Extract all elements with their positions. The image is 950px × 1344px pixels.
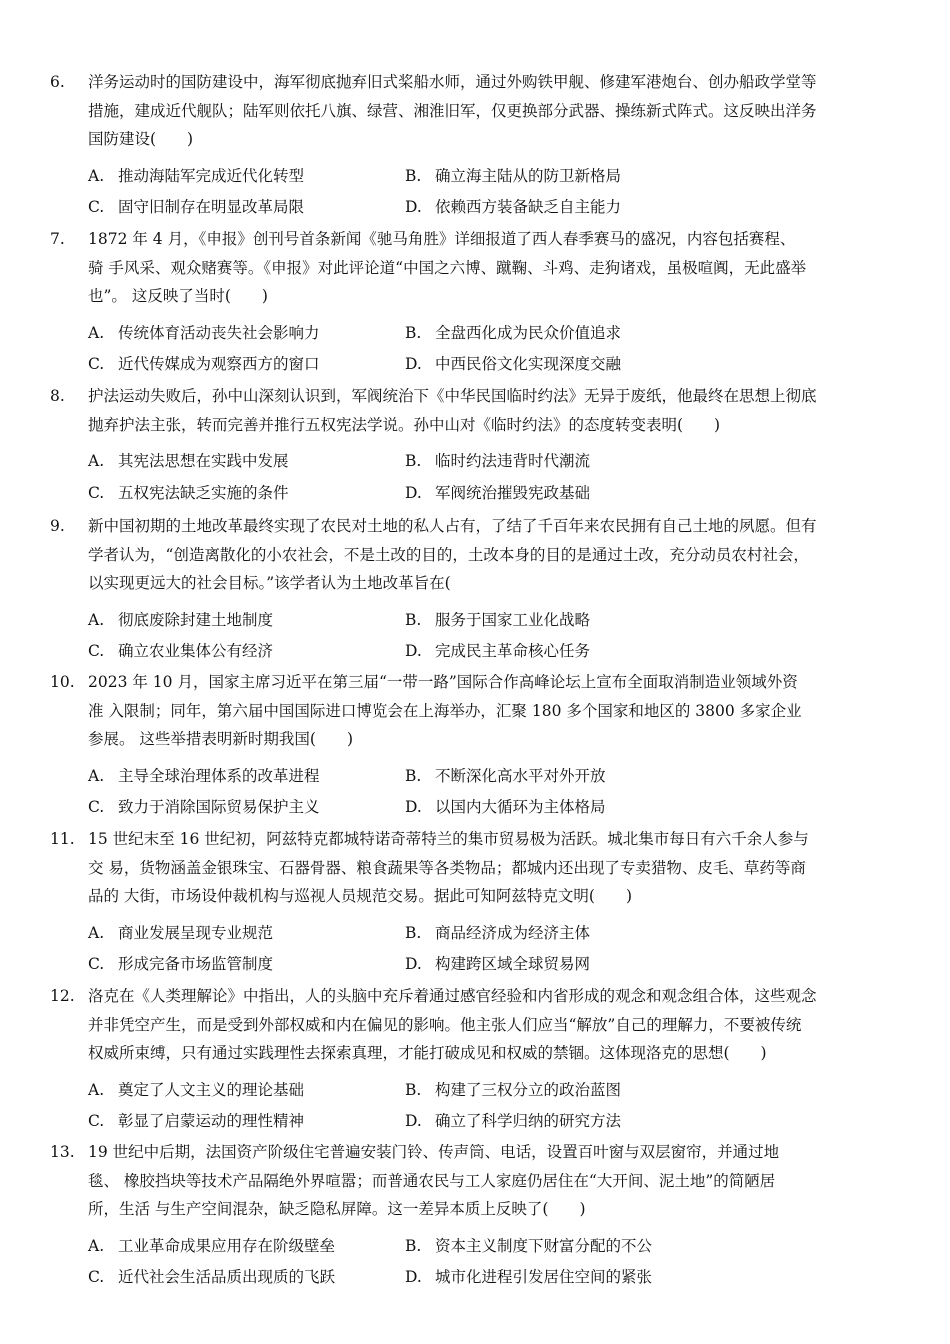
- option-a[interactable]: A. 彻底废除封建土地制度: [88, 610, 274, 629]
- options: [50, 161, 900, 224]
- question-stem: [50, 382, 900, 439]
- option-b[interactable]: B. 临时约法违背时代潮流: [405, 452, 591, 470]
- question-number: 8.: [50, 387, 65, 405]
- option-c[interactable]: C. 致力于消除国际贸易保护主义: [88, 798, 320, 816]
- question-stem: [50, 512, 900, 598]
- stem-line: 毯、 橡胶挡块等技术产品隔绝外界喧嚣；而普通农民与工人家庭仍居住在“大开间、泥土地”的简陋居: [88, 1171, 776, 1190]
- option-d[interactable]: D. 城市化进程引发居住空间的紧张: [405, 1268, 653, 1286]
- stem-line: 学者认为，“创造离散化的小农社会，不是土改的目的，土改本身的目的是通过土改，充分动员农村社会，: [88, 545, 809, 564]
- question-10: [50, 668, 900, 824]
- options: [50, 446, 900, 509]
- option-a[interactable]: A. 推动海陆军完成近代化转型: [88, 166, 305, 185]
- stem-line: 以实现更远大的社会目标。”该学者认为土地改革旨在(: [88, 574, 451, 592]
- question-stem: [50, 225, 900, 311]
- option-d[interactable]: D. 军阀统治摧毁宪政基础: [405, 483, 591, 502]
- question-9: [50, 512, 900, 668]
- stem-line: 19 世纪中后期，法国资产阶级住宅普遍安装门铃、传声筒、电话，设置百叶窗与双层窗帘，并通过地: [88, 1143, 780, 1161]
- option-d[interactable]: D. 依赖西方装备缺乏自主能力: [405, 198, 622, 216]
- question-8: [50, 382, 900, 509]
- option-a[interactable]: A. 主导全球治理体系的改革进程: [88, 766, 320, 785]
- stem-line: 15 世纪末至 16 世纪初，阿兹特克都城特诺奇蒂特兰的集市贸易极为活跃。城北集市每日有六千余人参与: [88, 830, 809, 848]
- option-d[interactable]: D. 完成民主革命核心任务: [405, 642, 591, 660]
- question-stem: [50, 982, 900, 1068]
- option-b[interactable]: B. 全盘西化成为民众价值追求: [405, 323, 622, 342]
- options: [50, 761, 900, 824]
- question-11: [50, 825, 900, 981]
- option-c[interactable]: C. 固守旧制存在明显改革局限: [88, 198, 305, 216]
- options: [50, 318, 900, 381]
- question-number: 9.: [50, 517, 65, 535]
- options: [50, 918, 900, 981]
- stem-line: 抛弃护法主张，转而完善并推行五权宪法学说。孙中山对《临时约法》的态度转变表明( ): [88, 415, 721, 434]
- option-a[interactable]: A. 奠定了人文主义的理论基础: [88, 1080, 305, 1099]
- question-stem: [50, 68, 900, 154]
- question-number: 10.: [50, 673, 75, 691]
- stem-line: 参展。 这些举措表明新时期我国( ): [88, 730, 354, 748]
- option-c[interactable]: C. 近代社会生活品质出现质的飞跃: [88, 1268, 336, 1286]
- question-6: [50, 68, 900, 224]
- option-b[interactable]: B. 商品经济成为经济主体: [405, 923, 591, 942]
- question-stem: [50, 668, 900, 754]
- stem-line: 洋务运动时的国防建设中，海军彻底抛弃旧式桨船水师，通过外购铁甲舰、修建军港炮台、创办船政学堂等: [88, 73, 817, 91]
- option-c[interactable]: C. 形成完备市场监管制度: [88, 955, 274, 973]
- question-number: 6.: [50, 73, 65, 91]
- stem-line: 骑 手风采、观众赌赛等。《申报》对此评论道“中国之六博、蹴鞠、斗鸡、走狗诸戏，虽极喧阗，无此盛举: [88, 258, 807, 277]
- options: [50, 605, 900, 668]
- stem-line: 国防建设( ): [88, 130, 194, 148]
- question-number: 12.: [50, 987, 75, 1005]
- question-stem: [50, 1138, 900, 1224]
- option-c[interactable]: C. 五权宪法缺乏实施的条件: [88, 483, 289, 502]
- stem-line: 并非凭空产生，而是受到外部权威和内在偏见的影响。他主张人们应当“解放”自己的理解力，不要被传统: [88, 1015, 802, 1034]
- stem-line: 护法运动失败后，孙中山深刻认识到，军阀统治下《中华民国临时约法》无异于废纸，他最终在思想上彻底: [88, 387, 817, 405]
- stem-line: 洛克在《人类理解论》中指出，人的头脑中充斥着通过感官经验和内省形成的观念和观念组合体，这些观念: [88, 987, 817, 1005]
- options: [50, 1231, 900, 1294]
- stem-line: 新中国初期的土地改革最终实现了农民对土地的私人占有，了结了千百年来农民拥有自己土地的夙愿。但有: [88, 517, 817, 535]
- option-c[interactable]: C. 近代传媒成为观察西方的窗口: [88, 355, 320, 373]
- option-d[interactable]: D. 以国内大循环为主体格局: [405, 798, 606, 816]
- stem-line: 也”。 这反映了当时( ): [88, 287, 268, 305]
- question-12: [50, 982, 900, 1138]
- question-stem: [50, 825, 900, 911]
- option-a[interactable]: A. 工业革命成果应用存在阶级壁垒: [88, 1236, 336, 1255]
- option-d[interactable]: D. 构建跨区域全球贸易网: [405, 955, 591, 973]
- option-a[interactable]: A. 传统体育活动丧失社会影响力: [88, 323, 320, 342]
- option-b[interactable]: B. 资本主义制度下财富分配的不公: [405, 1236, 653, 1255]
- stem-line: 品的 大街，市场设仲裁机构与巡视人员规范交易。据此可知阿兹特克文明( ): [88, 887, 633, 905]
- stem-line: 措施，建成近代舰队；陆军则依托八旗、绿营、湘淮旧军，仅更换部分武器、操练新式阵式。这反映出洋务: [88, 101, 817, 120]
- option-b[interactable]: B. 构建了三权分立的政治蓝图: [405, 1080, 622, 1099]
- question-number: 13.: [50, 1143, 75, 1161]
- stem-line: 权威所束缚，只有通过实践理性去探索真理，才能打破成见和权威的禁锢。这体现洛克的思想( ): [88, 1044, 767, 1062]
- question-7: [50, 225, 900, 381]
- option-b[interactable]: B. 服务于国家工业化战略: [405, 610, 591, 629]
- stem-line: 准 入限制；同年，第六届中国国际进口博览会在上海举办，汇聚 180 多个国家和地区的 3800 多家企业: [88, 701, 802, 720]
- option-b[interactable]: B. 确立海主陆从的防卫新格局: [405, 166, 622, 185]
- option-c[interactable]: C. 确立农业集体公有经济: [88, 642, 274, 660]
- option-a[interactable]: A. 其宪法思想在实践中发展: [88, 452, 289, 470]
- option-b[interactable]: B. 不断深化高水平对外开放: [405, 766, 606, 785]
- question-number: 11.: [50, 830, 75, 848]
- option-c[interactable]: C. 彰显了启蒙运动的理性精神: [88, 1112, 305, 1130]
- stem-line: 1872 年 4 月，《申报》创刊号首条新闻《驰马角胜》详细报道了西人春季赛马的盛况，内容包括赛程、: [88, 230, 796, 248]
- options: [50, 1075, 900, 1138]
- stem-line: 所，生活 与生产空间混杂，缺乏隐私屏障。这一差异本质上反映了( ): [88, 1200, 586, 1218]
- option-a[interactable]: A. 商业发展呈现专业规范: [88, 923, 274, 942]
- question-13: [50, 1138, 900, 1294]
- stem-line: 2023 年 10 月，国家主席习近平在第三届“一带一路”国际合作高峰论坛上宣布全面取消制造业领域外资: [88, 673, 798, 691]
- option-d[interactable]: D. 确立了科学归纳的研究方法: [405, 1112, 622, 1130]
- stem-line: 交 易，货物涵盖金银珠宝、石器骨器、粮食蔬果等各类物品；都城内还出现了专卖猎物、皮毛、草药等商: [88, 858, 806, 877]
- option-d[interactable]: D. 中西民俗文化实现深度交融: [405, 355, 622, 373]
- question-number: 7.: [50, 230, 65, 248]
